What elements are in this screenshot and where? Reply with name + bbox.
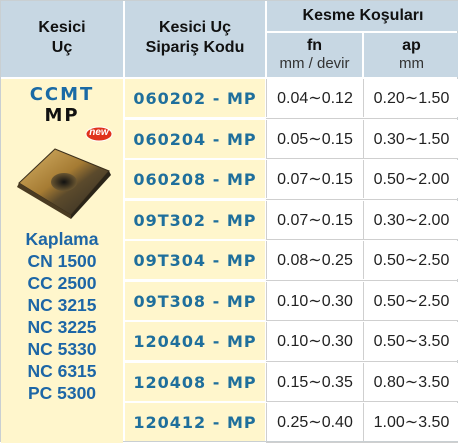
order-code-cell: 09T302 - MP — [125, 201, 265, 239]
fn-cell: 0.04∼0.12 — [266, 79, 363, 117]
order-code-cell: 120404 - MP — [125, 322, 265, 360]
row-divider — [266, 320, 458, 321]
header-insert-line2: Uç — [51, 39, 73, 56]
grade-item: NC 3225 — [27, 317, 97, 337]
ap-cell: 0.50∼2.50 — [363, 282, 458, 320]
ap-cell: 0.80∼3.50 — [363, 363, 458, 401]
fn-cell: 0.07∼0.15 — [266, 201, 363, 239]
header-insert-line1: Kesici — [38, 19, 86, 36]
insert-chipbreaker: MP — [44, 105, 80, 126]
header-ap-unit: mm — [399, 55, 424, 72]
order-code-cell: 120412 - MP — [125, 403, 265, 441]
header-fn-unit: mm / devir — [279, 55, 350, 72]
ap-cell: 0.50∼2.00 — [363, 160, 458, 198]
grade-item: NC 5330 — [27, 339, 97, 359]
grade-item: PC 5300 — [27, 383, 97, 403]
grade-item: NC 6315 — [27, 361, 97, 381]
ap-cell: 0.30∼1.50 — [363, 120, 458, 158]
fn-cell: 0.08∼0.25 — [266, 241, 363, 279]
header-fn-label: fn — [306, 37, 323, 54]
header-cutting-conditions — [267, 1, 458, 31]
order-code-cell: 09T308 - MP — [125, 282, 265, 320]
ap-cell: 0.50∼2.50 — [363, 241, 458, 279]
header-insert — [1, 1, 123, 77]
header-ap-label: ap — [402, 37, 421, 54]
ap-cell: 0.50∼3.50 — [363, 322, 458, 360]
fn-cell: 0.15∼0.35 — [266, 363, 363, 401]
fn-cell: 0.07∼0.15 — [266, 160, 363, 198]
coating-title: Kaplama — [25, 229, 99, 249]
row-divider — [266, 199, 458, 200]
order-code-cell: 09T304 - MP — [125, 241, 265, 279]
header-ap — [364, 33, 458, 77]
insert-image — [11, 143, 115, 221]
fn-cell: 0.10∼0.30 — [266, 322, 363, 360]
fn-cell: 0.25∼0.40 — [266, 403, 363, 441]
insert-family: CCMT — [29, 84, 95, 105]
row-divider — [266, 118, 458, 119]
header-order-code-line1: Kesici Uç — [158, 19, 232, 36]
grade-item: NC 3215 — [27, 295, 97, 315]
order-code-cell: 060204 - MP — [125, 120, 265, 158]
fn-cell: 0.10∼0.30 — [266, 282, 363, 320]
grade-item: CN 1500 — [27, 251, 97, 271]
header-cutting-conditions-title: Kesme Koşuları — [302, 7, 424, 24]
header-order-code-line2: Sipariş Kodu — [145, 39, 245, 56]
row-divider — [266, 361, 458, 362]
header-fn — [267, 33, 362, 77]
ccmt-insert-icon — [11, 143, 115, 221]
grade-item: CC 2500 — [27, 273, 97, 293]
row-divider — [266, 280, 458, 281]
fn-cell: 0.05∼0.15 — [266, 120, 363, 158]
order-code-cell: 060202 - MP — [125, 79, 265, 117]
header-order-code — [125, 1, 265, 77]
ap-cell: 0.20∼1.50 — [363, 79, 458, 117]
order-code-cell: 060208 - MP — [125, 160, 265, 198]
new-badge — [85, 126, 113, 142]
new-badge-text: new — [89, 127, 109, 138]
row-divider — [266, 401, 458, 402]
ap-cell: 1.00∼3.50 — [363, 403, 458, 441]
ap-cell: 0.30∼2.00 — [363, 201, 458, 239]
order-code-cell: 120408 - MP — [125, 363, 265, 401]
row-divider — [266, 158, 458, 159]
row-divider — [266, 239, 458, 240]
